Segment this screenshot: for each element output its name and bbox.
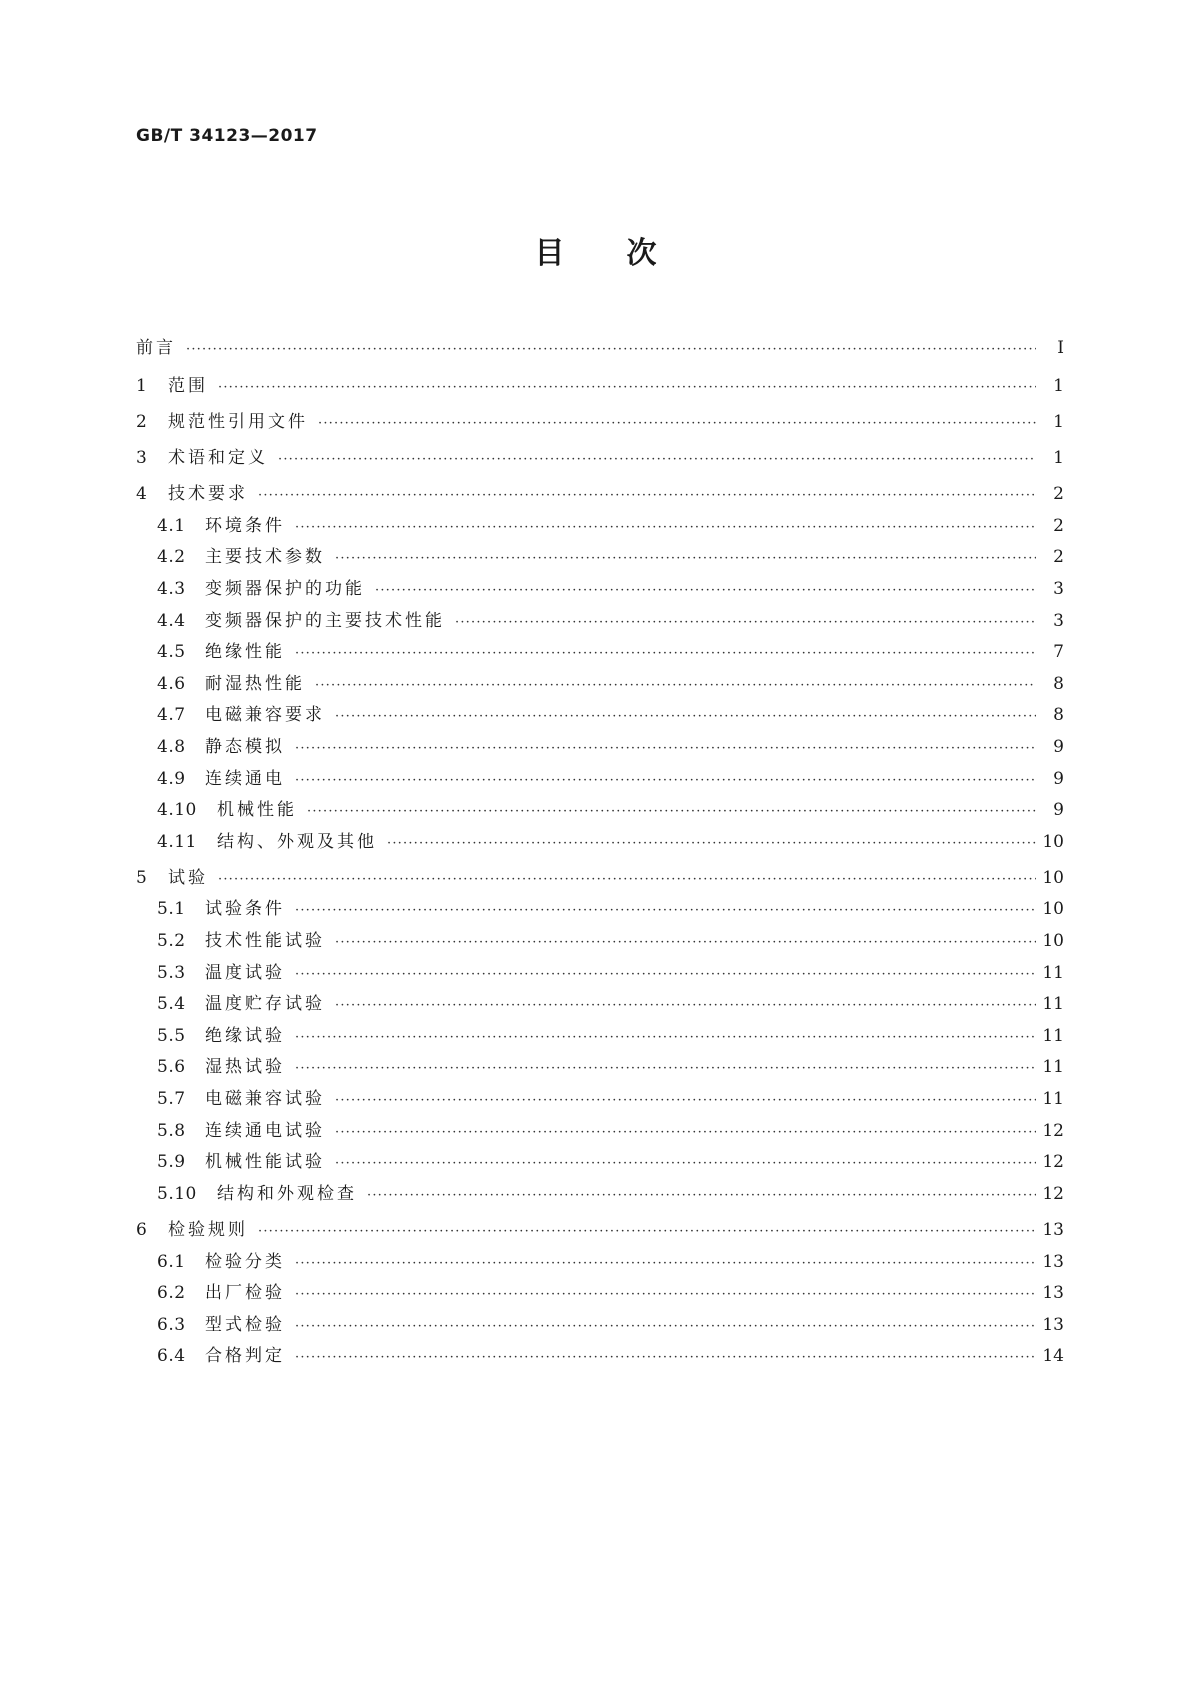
toc-entry[interactable]	[136, 1215, 1064, 1247]
toc-entry-number: 4.11	[157, 831, 197, 852]
toc-entry[interactable]	[136, 958, 1064, 990]
toc-entry-label: 绝缘试验	[205, 1025, 285, 1046]
toc-entry-label: 变频器保护的主要技术性能	[205, 610, 445, 631]
dot-leader	[335, 1148, 1036, 1180]
toc-entry-number: 4.1	[157, 515, 186, 536]
dot-leader	[335, 701, 1036, 733]
dot-leader	[295, 765, 1036, 797]
toc-entry-number: 4.2	[157, 547, 186, 568]
toc-entry-page: 8	[1053, 705, 1064, 726]
toc-entry-page: 11	[1042, 1057, 1064, 1078]
toc-entry[interactable]	[136, 700, 1064, 732]
toc-entry-label: 检验规则	[168, 1220, 248, 1240]
toc-entry-number: 4.4	[157, 610, 186, 631]
toc-entry-number: 5.7	[157, 1089, 186, 1110]
toc-entry-number: 6	[136, 1220, 148, 1240]
toc-entry-label: 规范性引用文件	[168, 411, 308, 432]
toc-entry-label: 试验条件	[205, 899, 285, 920]
toc-entry-number: 4.10	[157, 800, 197, 821]
toc-entry-number: 4	[136, 484, 148, 505]
toc-entry[interactable]	[136, 479, 1064, 511]
toc-entry-number: 4.6	[157, 673, 186, 694]
toc-entry-label: 环境条件	[205, 515, 285, 536]
toc-entry-page: 3	[1053, 578, 1064, 599]
dot-leader	[258, 1216, 1036, 1248]
dot-leader	[315, 670, 1036, 702]
table-of-contents	[136, 330, 1064, 1373]
dot-leader	[278, 444, 1036, 476]
toc-entry[interactable]	[136, 1247, 1064, 1279]
toc-entry-label: 范围	[168, 375, 208, 396]
toc-entry-page: 7	[1053, 642, 1064, 663]
dot-leader	[295, 512, 1036, 544]
toc-entry-page: 11	[1042, 1089, 1064, 1110]
dot-leader	[295, 638, 1036, 670]
toc-entry[interactable]	[136, 863, 1064, 895]
dot-leader	[335, 990, 1036, 1022]
toc-entry[interactable]	[136, 606, 1064, 638]
toc-entry-label: 结构和外观检查	[217, 1183, 357, 1204]
dot-leader	[375, 575, 1036, 607]
toc-entry-label: 耐湿热性能	[205, 673, 305, 694]
toc-entry-page: 11	[1042, 994, 1064, 1015]
dot-leader	[295, 1053, 1036, 1085]
toc-entry-label: 温度贮存试验	[205, 994, 325, 1015]
dot-leader	[335, 1085, 1036, 1117]
toc-entry-label: 电磁兼容要求	[205, 705, 325, 726]
toc-entry-page: 10	[1042, 867, 1064, 888]
toc-entry-number: 5.3	[157, 962, 186, 983]
toc-entry-page: 12	[1042, 1152, 1064, 1173]
toc-entry-label: 电磁兼容试验	[205, 1089, 325, 1110]
toc-entry-number: 6.1	[157, 1251, 186, 1272]
dot-leader	[218, 864, 1036, 896]
toc-entry-label: 试验	[168, 867, 208, 888]
toc-entry-page: 13	[1042, 1220, 1064, 1240]
toc-entry[interactable]	[136, 795, 1064, 827]
toc-entry-number: 2	[136, 411, 148, 432]
toc-entry-label: 连续通电	[205, 768, 285, 789]
toc-entry-number: 4.5	[157, 642, 186, 663]
toc-entry[interactable]	[136, 443, 1064, 475]
dot-leader	[295, 895, 1036, 927]
toc-entry-label: 检验分类	[205, 1251, 285, 1272]
toc-entry-number: 6.4	[157, 1346, 186, 1367]
toc-entry[interactable]	[136, 732, 1064, 764]
toc-entry-page: 13	[1042, 1314, 1064, 1335]
toc-entry-page: 13	[1042, 1251, 1064, 1272]
dot-leader	[335, 1117, 1036, 1149]
toc-entry[interactable]	[136, 1116, 1064, 1148]
toc-entry-page: Ⅰ	[1057, 338, 1064, 358]
toc-entry-label: 术语和定义	[168, 447, 268, 468]
toc-entry[interactable]	[136, 764, 1064, 796]
toc-entry[interactable]	[136, 511, 1064, 543]
toc-entry[interactable]	[136, 637, 1064, 669]
dot-leader	[218, 372, 1036, 404]
toc-entry-label: 型式检验	[205, 1314, 285, 1335]
dot-leader	[295, 1311, 1036, 1343]
toc-entry-number: 5.6	[157, 1057, 186, 1078]
toc-entry-label: 合格判定	[205, 1346, 285, 1367]
toc-entry[interactable]	[136, 1052, 1064, 1084]
toc-entry-page: 1	[1053, 411, 1064, 432]
toc-entry[interactable]	[136, 669, 1064, 701]
toc-entry-label: 机械性能试验	[205, 1152, 325, 1173]
toc-entry-page: 10	[1042, 899, 1064, 920]
dot-leader	[295, 959, 1036, 991]
toc-entry-number: 4.9	[157, 768, 186, 789]
dot-leader	[295, 1279, 1036, 1311]
toc-entry-label: 变频器保护的功能	[205, 578, 365, 599]
toc-entry-label: 前言	[136, 338, 176, 358]
toc-entry-label: 湿热试验	[205, 1057, 285, 1078]
standard-code: GB/T 34123—2017	[136, 126, 318, 146]
toc-entry-page: 10	[1042, 831, 1064, 852]
toc-entry-page: 2	[1053, 547, 1064, 568]
toc-entry-page: 9	[1053, 800, 1064, 821]
toc-entry-number: 5.2	[157, 931, 186, 952]
toc-entry-number: 1	[136, 375, 148, 396]
toc-entry[interactable]	[136, 542, 1064, 574]
toc-entry-number: 5.10	[157, 1183, 197, 1204]
toc-entry[interactable]	[136, 894, 1064, 926]
toc-entry-page: 11	[1042, 1025, 1064, 1046]
toc-entry-page: 8	[1053, 673, 1064, 694]
toc-entry-number: 6.3	[157, 1314, 186, 1335]
toc-entry-label: 静态模拟	[205, 736, 285, 757]
dot-leader	[367, 1180, 1036, 1212]
toc-entry-label: 绝缘性能	[205, 642, 285, 663]
toc-entry[interactable]	[136, 371, 1064, 403]
toc-entry[interactable]	[136, 1084, 1064, 1116]
toc-entry-page: 9	[1053, 736, 1064, 757]
dot-leader	[295, 733, 1036, 765]
toc-entry-number: 6.2	[157, 1283, 186, 1304]
toc-entry[interactable]	[136, 1278, 1064, 1310]
toc-entry-page: 9	[1053, 768, 1064, 789]
dot-leader	[387, 828, 1036, 860]
toc-entry[interactable]	[136, 989, 1064, 1021]
toc-entry-number: 5.8	[157, 1120, 186, 1141]
toc-entry-number: 5.9	[157, 1152, 186, 1173]
toc-entry-label: 温度试验	[205, 962, 285, 983]
dot-leader	[295, 1022, 1036, 1054]
dot-leader	[258, 480, 1036, 512]
toc-entry[interactable]	[136, 574, 1064, 606]
dot-leader	[307, 796, 1036, 828]
dot-leader	[335, 543, 1036, 575]
toc-entry-page: 13	[1042, 1283, 1064, 1304]
toc-entry-page: 1	[1053, 375, 1064, 396]
toc-entry-page: 2	[1053, 484, 1064, 505]
page-title: 目次	[534, 236, 719, 271]
toc-entry[interactable]	[136, 1179, 1064, 1211]
dot-leader	[295, 1342, 1036, 1374]
toc-entry-page: 12	[1042, 1183, 1064, 1204]
toc-entry-label: 机械性能	[217, 800, 297, 821]
toc-entry-page: 12	[1042, 1120, 1064, 1141]
toc-entry[interactable]	[136, 330, 1064, 366]
toc-entry-number: 5.1	[157, 899, 186, 920]
toc-entry-number: 5	[136, 867, 148, 888]
toc-entry-number: 5.5	[157, 1025, 186, 1046]
dot-leader	[318, 408, 1036, 440]
dot-leader	[186, 332, 1036, 368]
toc-entry[interactable]	[136, 1021, 1064, 1053]
dot-leader	[455, 607, 1036, 639]
toc-entry[interactable]	[136, 407, 1064, 439]
toc-entry-page: 10	[1042, 931, 1064, 952]
toc-entry-label: 连续通电试验	[205, 1120, 325, 1141]
toc-entry-number: 4.3	[157, 578, 186, 599]
dot-leader	[335, 927, 1036, 959]
toc-entry-label: 技术要求	[168, 484, 248, 505]
toc-entry-label: 主要技术参数	[205, 547, 325, 568]
toc-entry-label: 出厂检验	[205, 1283, 285, 1304]
toc-entry-page: 3	[1053, 610, 1064, 631]
toc-entry-number: 3	[136, 447, 148, 468]
toc-entry-number: 4.7	[157, 705, 186, 726]
toc-entry-label: 结构、外观及其他	[217, 831, 377, 852]
toc-entry[interactable]	[136, 827, 1064, 859]
toc-entry-page: 2	[1053, 515, 1064, 536]
toc-entry-number: 5.4	[157, 994, 186, 1015]
toc-entry-page: 1	[1053, 447, 1064, 468]
toc-entry[interactable]	[136, 1147, 1064, 1179]
toc-entry-page: 11	[1042, 962, 1064, 983]
toc-entry-number: 4.8	[157, 736, 186, 757]
dot-leader	[295, 1248, 1036, 1280]
toc-entry-label: 技术性能试验	[205, 931, 325, 952]
toc-entry[interactable]	[136, 1310, 1064, 1342]
toc-entry-page: 14	[1042, 1346, 1064, 1367]
toc-entry[interactable]	[136, 1341, 1064, 1373]
toc-entry[interactable]	[136, 926, 1064, 958]
